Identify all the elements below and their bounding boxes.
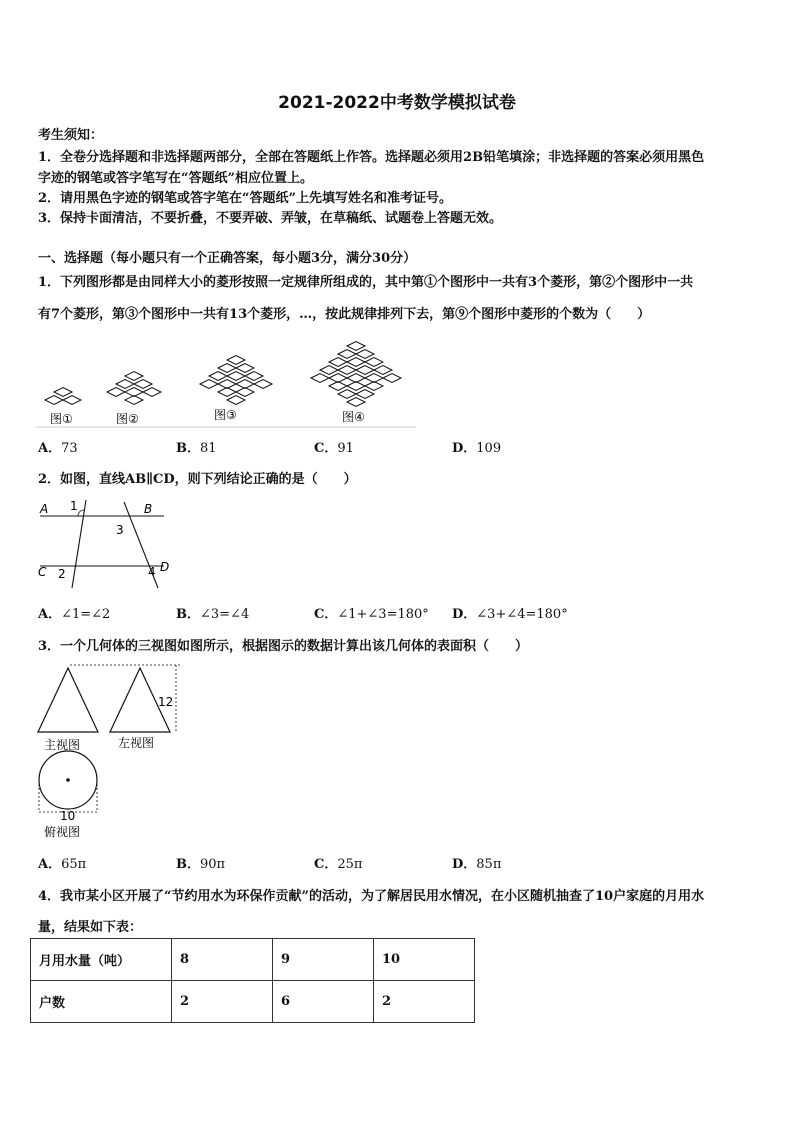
notice-item-3: 3．保持卡面清洁，不要折叠，不要弄破、弄皱，在草稿纸、试题卷上答题无效。 [38, 211, 503, 226]
q1-fig-label-3: 图③ [214, 408, 237, 422]
rhombus-shape [116, 380, 134, 389]
q2-label-b: B [144, 502, 153, 516]
rhombus-shape [347, 358, 365, 367]
notice-item-1b: 字迹的钢笔或答字笔写在“答题纸”相应位置上。 [38, 171, 313, 186]
q4-text-line2: 量，结果如下表： [38, 920, 143, 935]
table-cell: 2 [374, 981, 475, 1023]
notice-heading: 考生须知： [38, 128, 104, 143]
rhombus-shape [365, 358, 383, 367]
table-cell: 户数 [31, 981, 172, 1023]
rhombus-shape [338, 366, 356, 375]
rhombus-shape [311, 374, 329, 383]
q4-text-line1: 4．我市某小区开展了“节约用水为环保作贡献”的活动，为了解居民用水情况，在小区随机抽查了10户家庭的月用水 [38, 889, 705, 904]
q2-option-d[interactable]: D．∠3+∠4=180° [452, 607, 568, 622]
q1-option-d[interactable]: D．109 [452, 441, 502, 456]
rhombus-shape [254, 380, 272, 389]
q2-angle-4: 4 [148, 565, 156, 579]
q2-parallel-lines-figure [36, 494, 176, 592]
table-cell: 月用水量（吨） [31, 939, 172, 981]
q2-angle-2: 2 [58, 567, 66, 581]
q1-text-line1: 1．下列图形都是由同样大小的菱形按照一定规律所组成的，其中第①个图形中一共有3个菱形，第②个图形中一共 [38, 275, 694, 290]
q2-label-c: C [38, 565, 47, 579]
q1-rhombus-figure [36, 326, 418, 430]
section-heading: 一、选择题（每小题只有一个正确答案，每小题3分，满分30分） [38, 251, 417, 266]
rhombus-shape [338, 390, 356, 399]
q3-height-label: 12 [158, 695, 174, 709]
q2-label-a: A [40, 502, 49, 516]
rhombus-shape [356, 366, 374, 375]
rhombus-shape [218, 364, 236, 373]
rhombus-shape [63, 396, 81, 405]
q3-front-view-label: 主视图 [44, 738, 81, 752]
q1-option-c[interactable]: C．91 [314, 441, 354, 456]
notice-item-2: 2．请用黑色字迹的钢笔或答字笔在“答题纸”上先填写姓名和准考证号。 [38, 191, 453, 206]
table-row [31, 981, 475, 1023]
rhombus-shape [227, 396, 245, 405]
table-cell: 8 [172, 939, 273, 981]
rhombus-shape [143, 388, 161, 397]
q2-label-d: D [160, 560, 170, 574]
rhombus-shape [356, 390, 374, 399]
rhombus-shape [236, 364, 254, 373]
q3-top-view-label: 俯视图 [44, 825, 81, 839]
q2-angle-3: 3 [116, 523, 124, 537]
table-row [31, 939, 475, 981]
rhombus-shape [383, 374, 401, 383]
q2-angle-1: 1 [70, 499, 78, 513]
q1-text-line2: 有7个菱形，第③个图形中一共有13个菱形，…，按此规律排列下去，第⑨个图形中菱形的个数为（ ） [38, 307, 651, 322]
q3-text: 3．一个几何体的三视图如图所示，根据图示的数据计算出该几何体的表面积（ ） [38, 639, 529, 654]
exam-title: 2021-2022中考数学模拟试卷 [278, 93, 516, 113]
q3-width-label: 10 [60, 809, 76, 823]
notice-item-1a: 1．全卷分选择题和非选择题两部分，全部在答题纸上作答。选择题必须用2B铅笔填涂；非选择题的答案必须用黑色 [38, 150, 705, 165]
q2-option-b[interactable]: B．∠3=∠4 [176, 607, 250, 622]
rhombus-shape [338, 350, 356, 359]
q3-option-c[interactable]: C．25π [314, 857, 363, 872]
rhombus-shape [54, 388, 72, 397]
q3-three-view-figure [30, 660, 190, 842]
table-cell: 6 [273, 981, 374, 1023]
rhombus-shape [329, 358, 347, 367]
q3-option-b[interactable]: B．90π [176, 857, 226, 872]
q3-left-view-label: 左视图 [118, 736, 155, 750]
q2-option-a[interactable]: A．∠1=∠2 [38, 607, 111, 622]
rhombus-shape [245, 372, 263, 381]
q1-fig-label-1: 图① [50, 412, 73, 426]
q4-water-usage-table [30, 938, 475, 1023]
table-cell: 10 [374, 939, 475, 981]
q3-option-d[interactable]: D．85π [452, 857, 502, 872]
q2-option-c[interactable]: C．∠1+∠3=180° [314, 607, 429, 622]
table-cell: 9 [273, 939, 374, 981]
rhombus-shape [125, 372, 143, 381]
rhombus-shape [227, 372, 245, 381]
table-cell: 2 [172, 981, 273, 1023]
rhombus-shape [356, 350, 374, 359]
rhombus-shape [347, 398, 365, 407]
rhombus-shape [45, 396, 63, 405]
rhombus-shape [107, 388, 125, 397]
rhombus-shape [347, 342, 365, 351]
rhombus-shape [134, 380, 152, 389]
q2-text: 2．如图，直线AB∥CD，则下列结论正确的是（ ） [38, 472, 357, 487]
q3-front-view-triangle [38, 668, 98, 732]
rhombus-shape [320, 366, 338, 375]
q1-option-b[interactable]: B．81 [176, 441, 217, 456]
q3-option-a[interactable]: A．65π [38, 857, 87, 872]
q1-option-a[interactable]: A．73 [38, 441, 78, 456]
rhombus-shape [227, 356, 245, 365]
rhombus-shape [374, 366, 392, 375]
q1-fig-label-2: 图② [116, 412, 139, 426]
rhombus-shape [200, 380, 218, 389]
q1-fig-label-4: 图④ [342, 410, 365, 424]
rhombus-shape [209, 372, 227, 381]
